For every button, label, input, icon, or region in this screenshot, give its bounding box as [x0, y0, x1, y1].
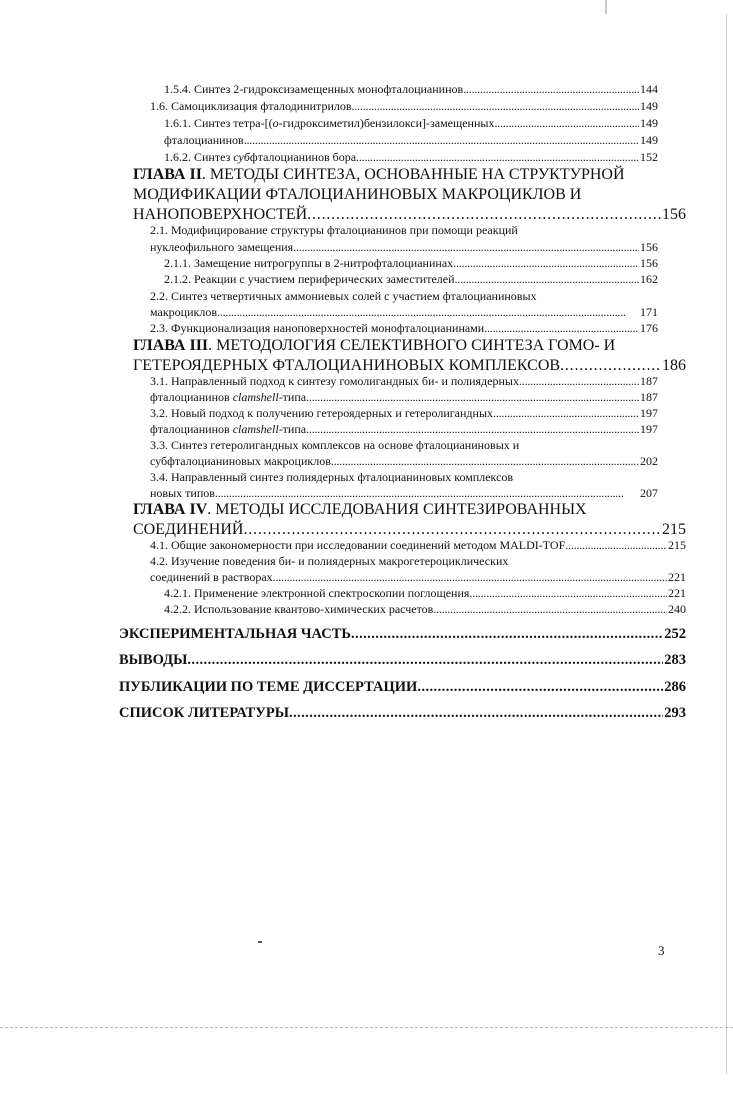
toc-leader-dots [306, 421, 639, 437]
toc-entry-title: нуклеофильного замещения [150, 240, 294, 254]
toc-entry-1-5-4[interactable] [164, 81, 658, 97]
toc-leader-dots [417, 677, 663, 697]
chapter-2-heading[interactable]: ГЛАВА II. МЕТОДЫ СИНТЕЗА, ОСНОВАННЫЕ НА СТРУКТУРНОЙ [133, 166, 625, 183]
chapter-2-heading-line2: МОДИФИКАЦИИ ФТАЛОЦИАНИНОВЫХ МАКРОЦИКЛОВ И [133, 186, 582, 203]
toc-entry-1-6-2[interactable] [164, 149, 658, 165]
toc-entry-page: 156 [662, 206, 686, 223]
toc-leader-dots [289, 703, 663, 723]
toc-entry-2-2-cont[interactable] [150, 304, 658, 320]
toc-entry-page: 176 [640, 321, 658, 335]
toc-leader-dots [565, 537, 667, 553]
toc-entry-page: 221 [668, 570, 686, 584]
toc-entry-3-3-cont[interactable] [150, 453, 658, 469]
toc-leader-dots [455, 271, 639, 287]
toc-leader-dots [519, 373, 639, 389]
toc-entry-1-6-1-cont[interactable] [164, 132, 658, 148]
toc-entry-page: 215 [662, 521, 686, 538]
toc-entry-title: соединений в растворах [150, 570, 273, 584]
toc-entry-title: макроциклов [150, 305, 217, 319]
toc-entry-page: 252 [664, 626, 686, 642]
toc-entry-title: фталоцианинов clamshell-типа [150, 422, 307, 436]
toc-leader-dots [352, 98, 639, 114]
toc-leader-dots [453, 255, 639, 271]
toc-entry-publications[interactable] [119, 677, 686, 697]
toc-entry-title: ПУБЛИКАЦИИ ПО ТЕМЕ ДИССЕРТАЦИИ [119, 679, 418, 695]
toc-entry-title: 3.1. Направленный подход к синтезу гомолигандных би- и полиядерных [150, 374, 519, 388]
toc-entry-2-1-2[interactable] [164, 271, 658, 287]
toc-entry-title: СПИСОК ЛИТЕРАТУРЫ [119, 705, 289, 721]
toc-leader-dots [433, 601, 667, 617]
toc-leader-dots [187, 650, 663, 670]
toc-entry-2-1[interactable]: 2.1. Модифицирование структуры фталоцианинов при помощи реакций [150, 223, 518, 237]
toc-entry-title: ГЕТЕРОЯДЕРНЫХ ФТАЛОЦИАНИНОВЫХ КОМПЛЕКСОВ [133, 357, 561, 374]
toc-entry-page: 283 [664, 652, 686, 668]
toc-entry-title: СОЕДИНЕНИЙ [133, 521, 244, 538]
toc-entry-1-6[interactable] [150, 98, 658, 114]
toc-entry-1-6-1[interactable] [164, 115, 658, 131]
toc-entry-page: 144 [640, 82, 658, 96]
toc-entry-3-1[interactable] [150, 373, 658, 389]
toc-entry-4-2-cont[interactable] [150, 569, 686, 585]
toc-entry-page: 197 [640, 406, 658, 420]
toc-entry-page: 156 [640, 256, 658, 270]
toc-entry-2-1-1[interactable] [164, 255, 658, 271]
toc-entry-3-4[interactable]: 3.4. Направленный синтез полиядерных фталоцианиновых комплексов [150, 470, 514, 484]
toc-entry-title: фталоцианинов [164, 133, 244, 147]
toc-entry-page: 202 [640, 454, 658, 468]
toc-entry-title: 4.1. Общие закономерности при исследовании соединений методом MALDI-TOF [150, 538, 566, 552]
toc-entry-references[interactable] [119, 703, 686, 723]
toc-entry-page: 171 [640, 305, 658, 319]
toc-entry-page: 162 [640, 272, 658, 286]
chapter-4-heading[interactable]: ГЛАВА IV. МЕТОДЫ ИССЛЕДОВАНИЯ СИНТЕЗИРОВАННЫХ [133, 501, 587, 518]
toc-entry-page: 293 [664, 705, 686, 721]
page-number: 3 [658, 943, 665, 958]
toc-entry-title: 4.2.1. Применение электронной спектроскопии поглощения [164, 586, 470, 600]
toc-entry-page: 240 [668, 602, 686, 616]
toc-entry-page: 186 [662, 357, 686, 374]
toc-leader-dots [493, 405, 639, 421]
toc-entry-3-1-cont[interactable] [150, 389, 658, 405]
toc-entry-title: субфталоцианиновых макроциклов [150, 454, 331, 468]
toc-entry-title: фталоцианинов clamshell-типа [150, 390, 307, 404]
toc-entry-title: 2.3. Функционализация наноповерхностей монофталоцианинами [150, 321, 485, 335]
toc-entry-page: 221 [668, 586, 686, 600]
toc-leader-dots [469, 585, 667, 601]
toc-leader-dots [217, 304, 639, 320]
toc-entry-title: 2.1.2. Реакции с участием периферических заместителей [164, 272, 455, 286]
toc-entry-title: новых типов [150, 486, 215, 500]
toc-entry-title: ЭКСПЕРИМЕНТАЛЬНАЯ ЧАСТЬ [119, 626, 351, 642]
toc-leader-dots [356, 149, 639, 165]
toc-entry-conclusions[interactable] [119, 650, 686, 670]
toc-entry-title: 1.5.4. Синтез 2-гидроксизамещенных монофталоцианинов [164, 82, 464, 96]
toc-entry-4-2-1[interactable] [164, 585, 686, 601]
toc-entry-page: 149 [640, 99, 658, 113]
toc-entry-page: 156 [640, 240, 658, 254]
toc-entry-2-2[interactable]: 2.2. Синтез четвертичных аммониевых солей с участием фталоцианиновых [150, 289, 537, 303]
toc-entry-page: 187 [640, 374, 658, 388]
toc-entry-page: 152 [640, 150, 658, 164]
toc-leader-dots [273, 569, 667, 585]
toc-entry-4-2[interactable]: 4.2. Изучение поведения би- и полиядерных макрогетероциклических [150, 554, 509, 568]
toc-entry-title: 2.1.1. Замещение нитрогруппы в 2-нитрофталоцианинах [164, 256, 454, 270]
toc-leader-dots [293, 239, 639, 255]
toc-leader-dots [494, 115, 639, 131]
toc-entry-page: 187 [640, 390, 658, 404]
toc-entry-title: 1.6. Самоциклизация фталодинитрилов [150, 99, 352, 113]
toc-leader-dots [244, 132, 639, 148]
toc-entry-4-1[interactable] [150, 537, 686, 553]
toc-entry-title: 1.6.2. Синтез субфталоцианинов бора [164, 150, 357, 164]
toc-entry-page: 197 [640, 422, 658, 436]
toc-entry-title: ВЫВОДЫ [119, 652, 188, 668]
toc-entry-page: 149 [640, 116, 658, 130]
toc-leader-dots [463, 81, 639, 97]
toc-entry-2-1-cont[interactable] [150, 239, 658, 255]
toc-entry-3-3[interactable]: 3.3. Синтез гетеролигандных комплексов на основе фталоцианиновых и [150, 438, 520, 452]
toc-leader-dots [484, 320, 639, 336]
toc-entry-page: 215 [668, 538, 686, 552]
toc-leader-dots [351, 624, 663, 644]
toc-entry-title: НАНОПОВЕРХНОСТЕЙ [133, 206, 308, 223]
toc-entry-experimental[interactable] [119, 624, 686, 644]
toc-entry-title: 1.6.1. Синтез тетра-[(o-гидроксиметил)бензилокси]-замещенных [164, 116, 495, 130]
toc-entry-2-3[interactable] [150, 320, 658, 336]
toc-entry-title: 3.2. Новый подход к получению гетероядерных и гетеролигандных [150, 406, 494, 420]
toc-leader-dots [306, 389, 639, 405]
chapter-3-heading[interactable]: ГЛАВА III. МЕТОДОЛОГИЯ СЕЛЕКТИВНОГО СИНТЕЗА ГОМО- И [133, 337, 616, 354]
toc-leader-dots [331, 453, 639, 469]
toc-entry-4-2-2[interactable] [164, 601, 686, 617]
toc-entry-page: 207 [640, 486, 658, 500]
toc-entry-title: 4.2.2. Использование квантово-химических расчетов [164, 602, 434, 616]
toc-entry-page: 149 [640, 133, 658, 147]
toc-entry-page: 286 [664, 679, 686, 695]
toc-entry-3-2[interactable] [150, 405, 658, 421]
toc-entry-3-2-cont[interactable] [150, 421, 658, 437]
